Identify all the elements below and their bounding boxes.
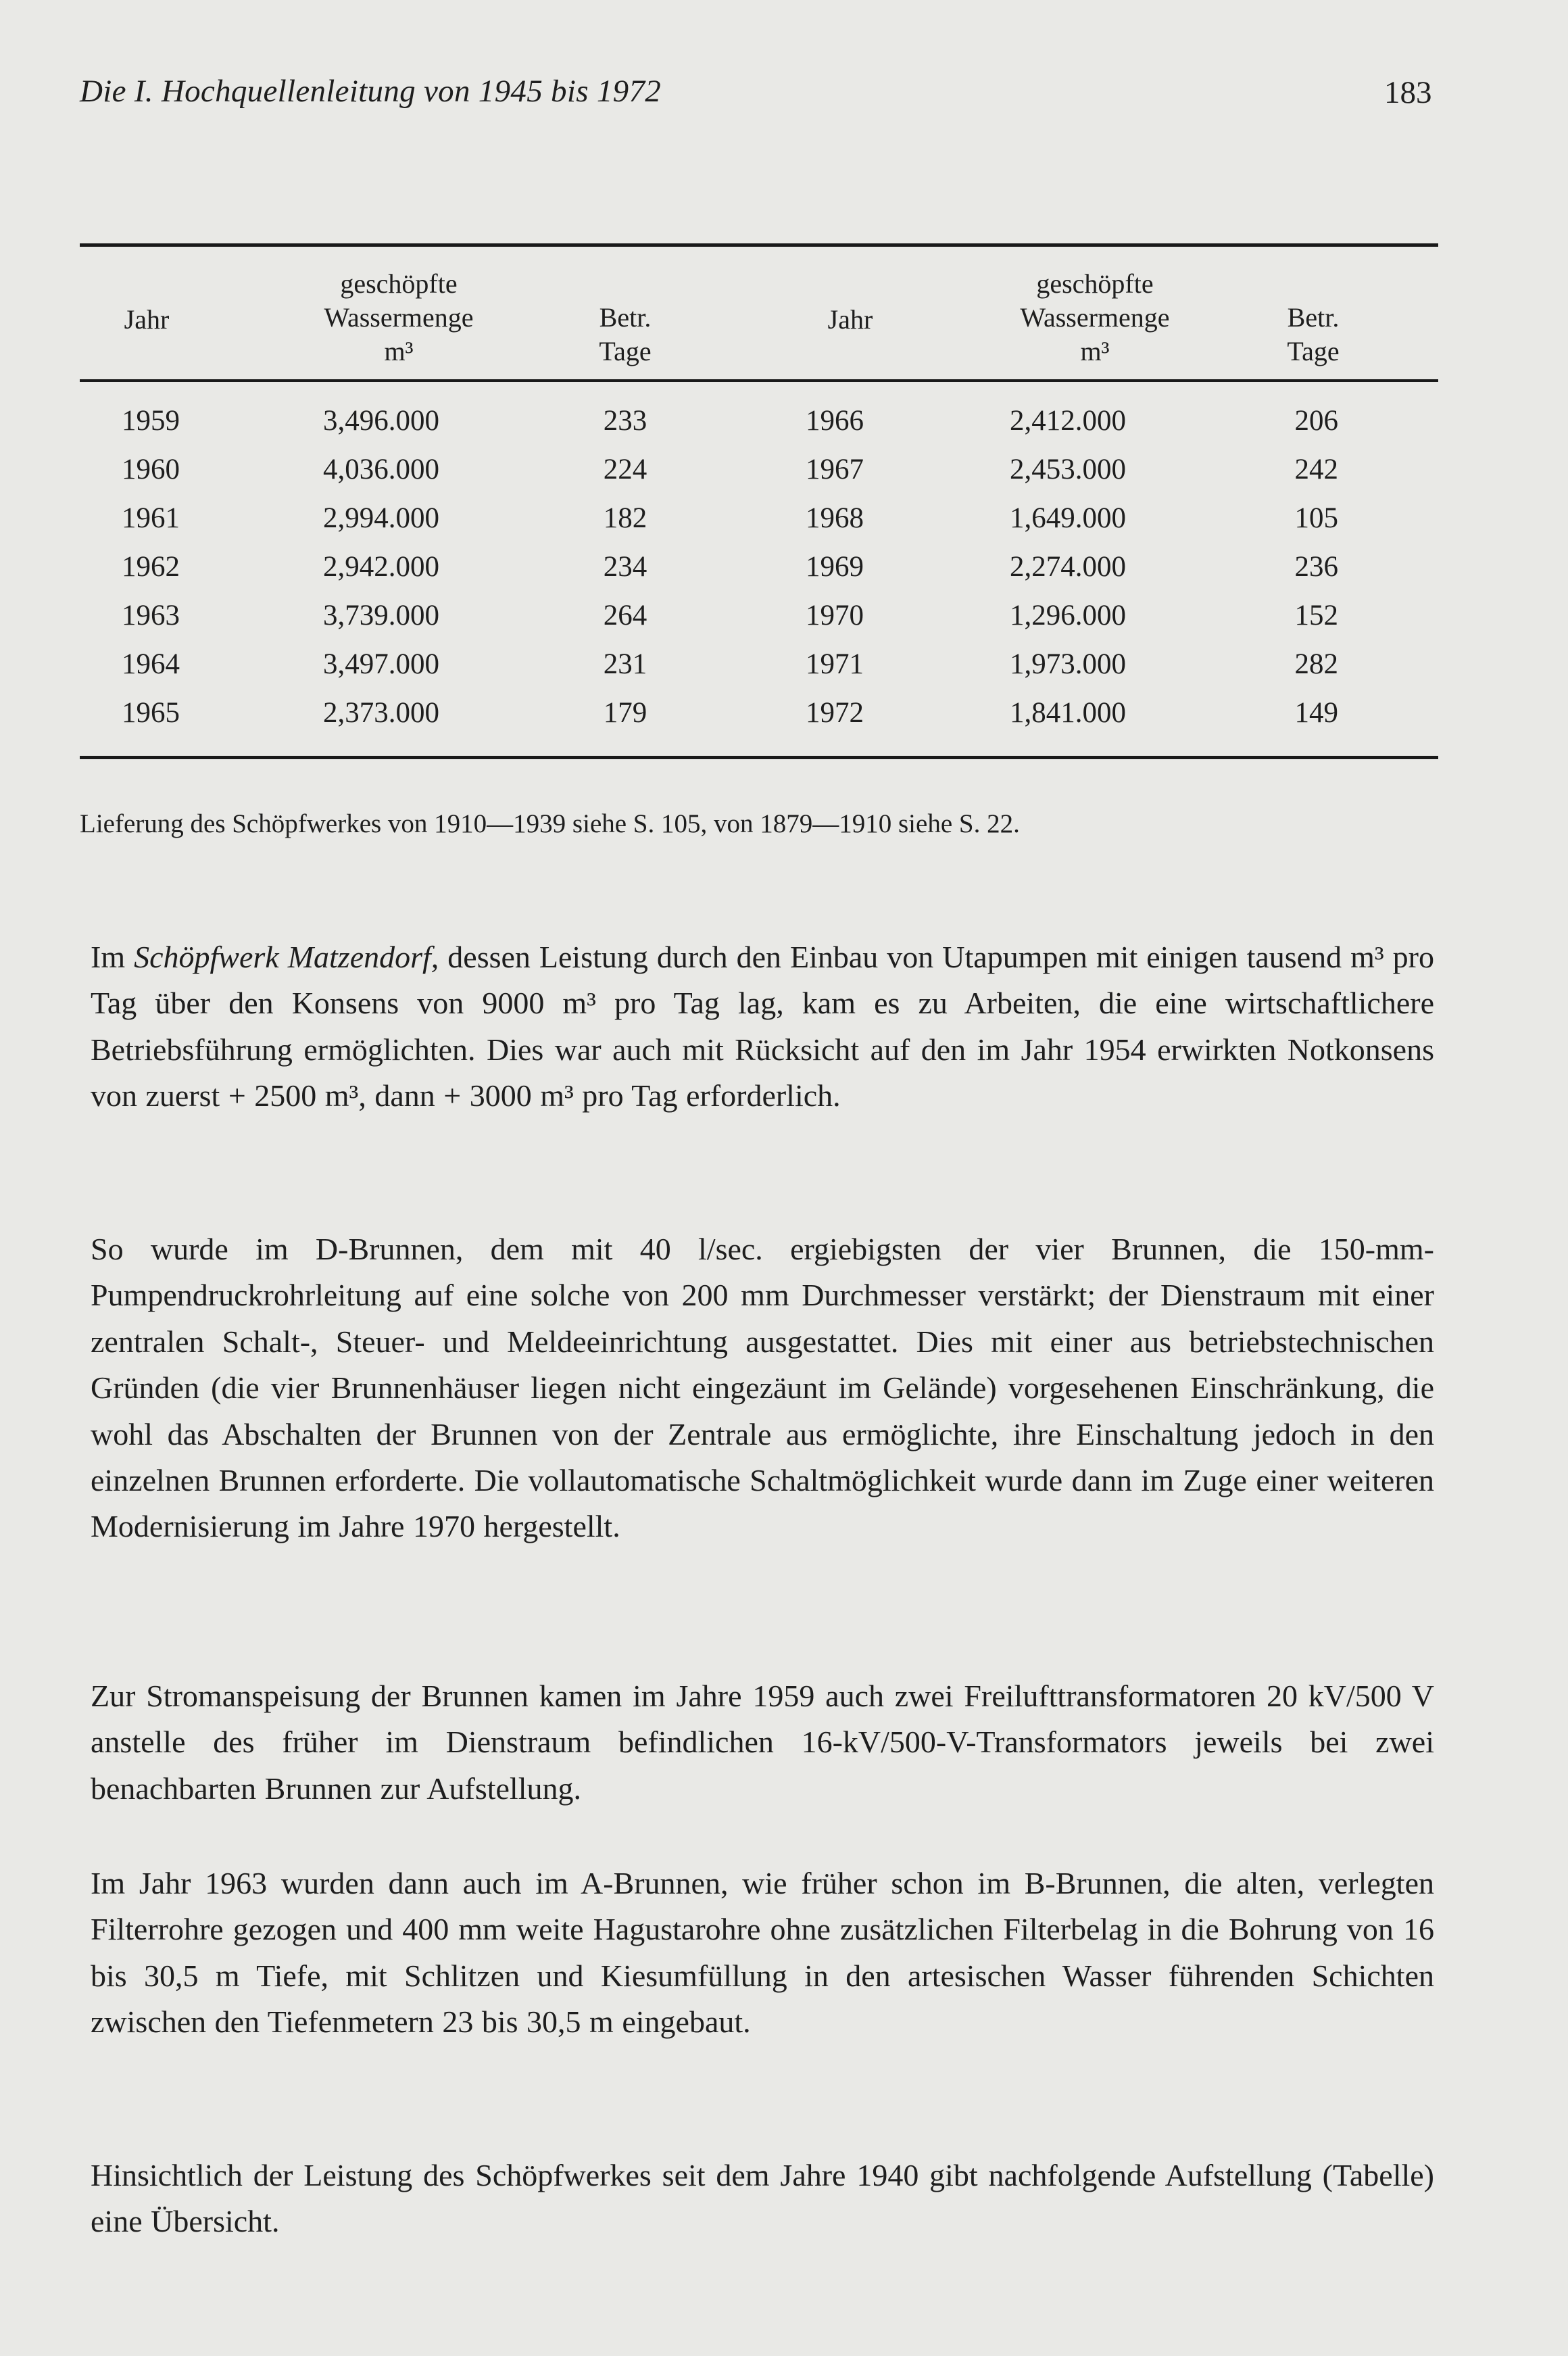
table-cell-year: 1963: [122, 600, 180, 631]
page-number: 183: [1384, 75, 1432, 110]
right-years-column: [806, 397, 864, 738]
header-year-left: [116, 303, 177, 337]
table-cell-volume: 1,649.000: [1010, 502, 1126, 534]
table-cell-year: 1961: [122, 502, 180, 534]
table-cell-year: 1970: [806, 600, 864, 631]
table-cell-days: 206: [1294, 405, 1338, 437]
right-volumes-column: [1010, 397, 1126, 738]
table-cell-days: 179: [603, 697, 647, 729]
table-cell-days: 231: [603, 648, 647, 680]
table-cell-volume: 2,412.000: [1010, 405, 1126, 437]
table-cell-volume: 2,274.000: [1010, 551, 1126, 583]
header-days-left: [581, 301, 669, 368]
table-cell-days: 152: [1294, 600, 1338, 631]
header-year-label: Jahr: [124, 304, 170, 335]
header-volume-right: [980, 267, 1210, 368]
table-cell-days: 224: [603, 454, 647, 485]
table-cell-year: 1968: [806, 502, 864, 534]
paragraph-schoepfwerk: [91, 934, 1434, 1120]
header-days-line-1: Betr.: [1287, 302, 1340, 333]
header-volume-left: [284, 267, 514, 368]
table-cell-year: 1971: [806, 648, 864, 680]
table-footnote: Lieferung des Schöpfwerkes von 1910—1939 siehe S. 105, von 1879—1910 siehe S. 22.: [80, 809, 1020, 838]
table-cell-year: 1965: [122, 697, 180, 729]
table-cell-volume: 2,453.000: [1010, 454, 1126, 485]
right-days-column: [1271, 397, 1338, 738]
header-volume-line-1: geschöpfte: [1036, 268, 1154, 299]
table-cell-volume: 1,296.000: [1010, 600, 1126, 631]
table-cell-year: 1960: [122, 454, 180, 485]
table-cell-year: 1967: [806, 454, 864, 485]
running-header-title: Die I. Hochquellenleitung von 1945 bis 1972: [80, 74, 662, 109]
paragraph-emphasis: Schöpfwerk Matzendorf,: [134, 940, 439, 974]
header-volume-line-3: m³: [384, 336, 414, 366]
table-cell-days: 233: [603, 405, 647, 437]
table-cell-year: 1972: [806, 697, 864, 729]
table-cell-volume: 2,373.000: [323, 697, 439, 729]
table-cell-days: 242: [1294, 454, 1338, 485]
table-cell-year: 1962: [122, 551, 180, 583]
paragraph-prefix: Im: [91, 940, 134, 974]
table-cell-volume: 3,497.000: [323, 648, 439, 680]
table-cell-days: 182: [603, 502, 647, 534]
table-cell-days: 282: [1294, 648, 1338, 680]
header-days-line-2: Tage: [1287, 336, 1340, 366]
table-cell-year: 1964: [122, 648, 180, 680]
header-days-line-1: Betr.: [599, 302, 652, 333]
left-days-column: [588, 397, 662, 738]
table-cell-year: 1966: [806, 405, 864, 437]
header-year-label: Jahr: [827, 304, 873, 335]
table-cell-days: 264: [603, 600, 647, 631]
table-rule-mid: [80, 379, 1438, 382]
table-cell-days: 234: [603, 551, 647, 583]
table-cell-year: 1969: [806, 551, 864, 583]
table-cell-year: 1959: [122, 405, 180, 437]
table-cell-days: 149: [1294, 697, 1338, 729]
table-cell-days: 105: [1294, 502, 1338, 534]
paragraph-a-brunnen: Im Jahr 1963 wurden dann auch im A-Brunnen, wie früher schon im B-Brunnen, die alten, verlegten Filterrohre gezogen und 400 mm weite Hagustarohre ohne zusätzlichen Filterbelag in die Bohrung von 16 bis 30,5 m Tiefe, mit Schlitzen und Kiesumfüllung in den artesischen Wasser führenden Schichten zwischen den Tiefenmetern 23 bis 30,5 m eingebaut.: [91, 1866, 1434, 2040]
header-days-line-2: Tage: [599, 336, 652, 366]
header-volume-line-1: geschöpfte: [340, 268, 458, 299]
left-years-column: [122, 397, 180, 738]
header-volume-line-2: Wassermenge: [324, 302, 474, 333]
table-cell-volume: 2,994.000: [323, 502, 439, 534]
paragraph-rest: dessen Leistung durch den Einbau von Utapumpen mit einigen tausend m³ pro Tag über den Konsens von 9000 m³ pro Tag lag, kam es zu Arbeiten, die eine wirtschaftlichere Betriebsführung ermöglichten. Dies war auch mit Rücksicht auf den im Jahr 1954 erwirkten Notkonsens von zuerst + 2500 m³, dann + 3000 m³ pro Tag erforderlich.: [91, 940, 1434, 1113]
header-days-right: [1269, 301, 1357, 368]
table-cell-volume: 3,739.000: [323, 600, 439, 631]
table-cell-volume: 1,841.000: [1010, 697, 1126, 729]
header-volume-line-2: Wassermenge: [1020, 302, 1170, 333]
paragraph-leistung: Hinsichtlich der Leistung des Schöpfwerkes seit dem Jahre 1940 gibt nachfolgende Aufstellung (Tabelle) eine Übersicht.: [91, 2158, 1434, 2239]
paragraph-d-brunnen: So wurde im D-Brunnen, dem mit 40 l/sec. ergiebigsten der vier Brunnen, die 150-mm-Pumpendruckrohrleitung auf eine solche von 200 mm Durchmesser verstärkt; der Dienstraum mit einer zentralen Schalt-, Steuer- und Meldeeinrichtung ausgestattet. Dies mit einer aus betriebstechnischen Gründen (die vier Brunnenhäuser liegen nicht eingezäunt im Gelände) vorgesehenen Einschränkung, die wohl das Abschalten der Brunnen von der Zentrale aus ermöglichte, ihre Einschaltung jedoch in den einzelnen Brunnen erforderte. Die vollautomatische Schaltmöglichkeit wurde dann im Zuge einer weiteren Modernisierung im Jahre 1970 hergestellt.: [91, 1232, 1434, 1544]
table-rule-bottom: [80, 756, 1438, 759]
table-cell-volume: 2,942.000: [323, 551, 439, 583]
table-cell-volume: 1,973.000: [1010, 648, 1126, 680]
table-cell-days: 236: [1294, 551, 1338, 583]
table-cell-volume: 3,496.000: [323, 405, 439, 437]
left-volumes-column: [323, 397, 439, 738]
table-rule-top: [80, 243, 1438, 247]
paragraph-stromanspeisung: Zur Stromanspeisung der Brunnen kamen im Jahre 1959 auch zwei Freilufttransformatoren 20 kV/500 V anstelle des früher im Dienstraum befindlichen 16-kV/500-V-Transformators jeweils bei zwei benachbarten Brunnen zur Aufstellung.: [91, 1679, 1434, 1806]
table-cell-volume: 4,036.000: [323, 454, 439, 485]
header-volume-line-3: m³: [1080, 336, 1110, 366]
header-year-right: [820, 303, 881, 337]
